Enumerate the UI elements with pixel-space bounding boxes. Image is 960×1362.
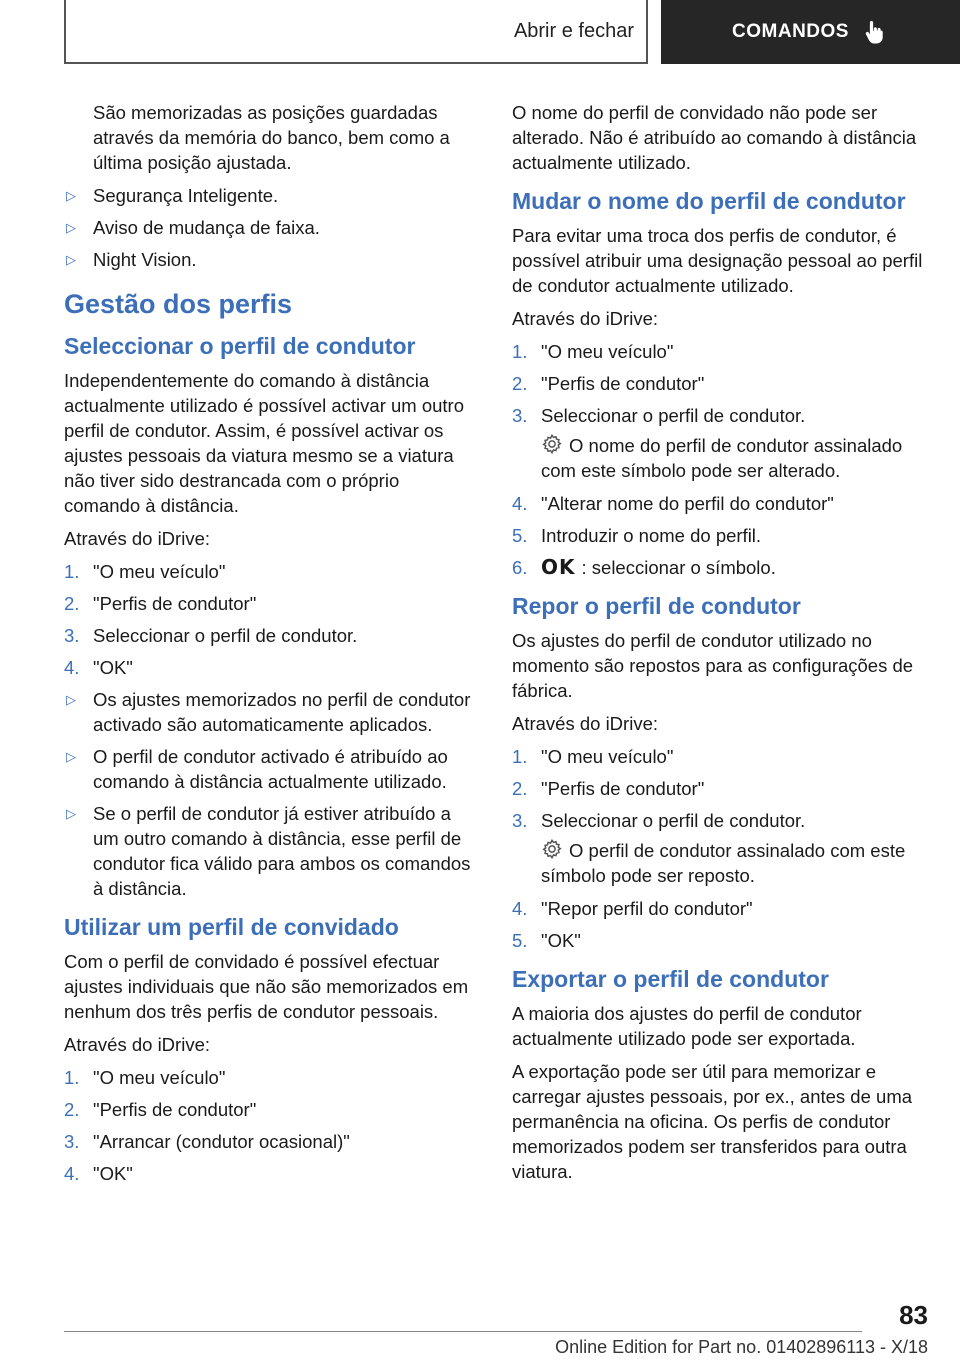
list-item: 3. "Arrancar (condutor ocasional)"	[64, 1131, 350, 1152]
select-text: Independentemente do comando à distância actualmente utilizado é possível activar um outro perfil de condutor. Assim, é possível activar os ajustes pessoais da viatura mesmo se a viatura não tiver sido destrancada com o próprio comando à distância.	[64, 370, 465, 516]
heading-guest-profile: Utilizar um perfil de convidado	[64, 914, 399, 940]
list-item: ▷ Night Vision.	[66, 249, 197, 270]
intro-text: São memorizadas as posições guardadas através da memória do banco, bem como a última posição ajustada.	[93, 102, 450, 173]
triangle-bullet-icon: ▷	[66, 806, 76, 821]
list-item: ▷ Segurança Inteligente.	[66, 185, 279, 206]
list-item: 2. "Perfis de condutor"	[512, 778, 705, 799]
list-item: 5. "OK"	[512, 930, 581, 951]
list-item: 3. Seleccionar o perfil de condutor.	[512, 405, 806, 426]
footer-edition: Online Edition for Part no. 01402896113 - X/18	[555, 1337, 928, 1357]
rename-text: Para evitar uma troca dos perfis de condutor, é possível atribuir uma designação pessoal ao perfil de condutor actualmente utilizado.	[512, 225, 923, 296]
list-item: 1. "O meu veículo"	[64, 1067, 226, 1088]
list-item: 6. OK : seleccionar o símbolo.	[512, 555, 776, 579]
reset-text: Os ajustes do perfil de condutor utilizado no momento são repostos para as configurações de fábrica.	[512, 630, 914, 701]
heading-rename-profile: Mudar o nome do perfil de condutor	[512, 188, 906, 214]
reset-sub-note: O perfil de condutor assinalado com este símbolo pode ser reposto.	[541, 840, 906, 886]
right-column	[512, 100, 924, 1192]
list-item: 4. "Alterar nome do perfil do condutor"	[512, 493, 834, 514]
heading-select-profile: Seleccionar o perfil de condutor	[64, 333, 416, 359]
list-item: 1. "O meu veículo"	[512, 746, 674, 767]
heading-gestao: Gestão dos perfis	[64, 289, 293, 319]
select-notes	[64, 687, 478, 901]
list-item: 1. "O meu veículo"	[512, 341, 674, 362]
reset-steps-cont	[512, 896, 924, 953]
list-item: 4. "OK"	[64, 657, 133, 678]
footer-divider	[64, 1331, 862, 1332]
guest-steps	[64, 1065, 478, 1186]
list-item: ▷ Os ajustes memorizados no perfil de condutor activado são automaticamente aplicados.	[66, 689, 471, 735]
gear-icon	[541, 433, 563, 455]
list-item: 3. Seleccionar o perfil de condutor.	[64, 625, 358, 646]
rename-steps	[512, 339, 924, 428]
gear-icon	[541, 838, 563, 860]
heading-export-profile: Exportar o perfil de condutor	[512, 966, 829, 992]
triangle-bullet-icon: ▷	[66, 749, 76, 764]
list-item: 4. "OK"	[64, 1163, 133, 1184]
reset-steps	[512, 744, 924, 833]
list-item: ▷ Se o perfil de condutor já estiver atribuído a um outro comando à distância, esse perfil de condutor fica válido para ambos os comandos à distância.	[66, 803, 471, 899]
triangle-bullet-icon: ▷	[66, 252, 76, 267]
list-item: 2. "Perfis de condutor"	[64, 593, 257, 614]
rename-via: Através do iDrive:	[512, 308, 658, 329]
left-column	[64, 100, 478, 1193]
triangle-bullet-icon: ▷	[66, 692, 76, 707]
triangle-bullet-icon: ▷	[66, 220, 76, 235]
guest-note: O nome do perfil de convidado não pode ser alterado. Não é atribuído ao comando à distância actualmente utilizado.	[512, 102, 917, 173]
export-text-2: A exportação pode ser útil para memorizar e carregar ajustes pessoais, por ex., antes de uma permanência na oficina. Os perfis de condutor memorizados podem ser transferidos para outra viatura.	[512, 1061, 913, 1182]
rename-steps-cont	[512, 491, 924, 580]
list-item: 2. "Perfis de condutor"	[64, 1099, 257, 1120]
list-item: ▷ Aviso de mudança de faixa.	[66, 217, 320, 238]
list-item: 5. Introduzir o nome do perfil.	[512, 525, 762, 546]
page-number: 83	[899, 1300, 928, 1330]
rename-sub-note: O nome do perfil de condutor assinalado com este símbolo pode ser alterado.	[541, 435, 903, 481]
list-item: 3. Seleccionar o perfil de condutor.	[512, 810, 806, 831]
ok-icon: OK	[541, 555, 576, 579]
select-steps	[64, 559, 478, 680]
list-item: ▷ O perfil de condutor activado é atribuído ao comando à distância actualmente utilizado.	[66, 746, 448, 792]
features-list	[64, 183, 478, 272]
list-item: 4. "Repor perfil do condutor"	[512, 898, 753, 919]
triangle-bullet-icon: ▷	[66, 188, 76, 203]
list-item: 1. "O meu veículo"	[64, 561, 226, 582]
section-title	[66, 0, 634, 62]
chapter-tab	[661, 0, 960, 64]
reset-via: Através do iDrive:	[512, 713, 658, 734]
heading-reset-profile: Repor o perfil de condutor	[512, 593, 801, 619]
hand-pointer-icon	[861, 18, 889, 46]
chapter-title: COMANDOS	[732, 21, 849, 42]
guest-via: Através do iDrive:	[64, 1034, 210, 1055]
select-via: Através do iDrive:	[64, 528, 210, 549]
section-title-text: Abrir e fechar	[513, 19, 634, 42]
list-item: 2. "Perfis de condutor"	[512, 373, 705, 394]
guest-text: Com o perfil de convidado é possível efectuar ajustes individuais que não são memorizados em nenhum dos três perfis de condutor pessoais.	[64, 951, 469, 1022]
export-text-1: A maioria dos ajustes do perfil de condutor actualmente utilizado pode ser exportada.	[512, 1003, 862, 1049]
